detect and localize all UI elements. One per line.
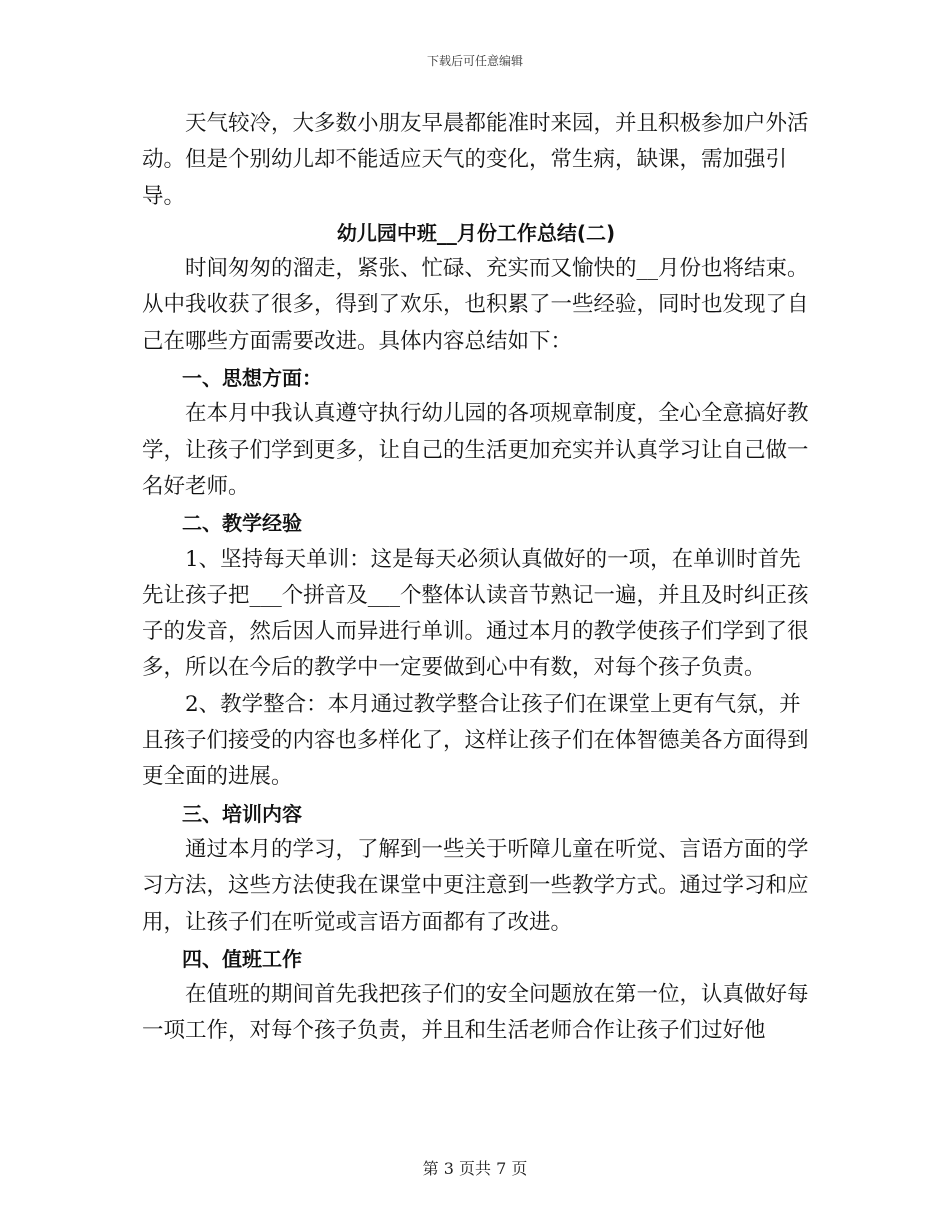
paragraph-training: 通过本月的学习，了解到一些关于听障儿童在听觉、言语方面的学习方法，这些方法使我在课堂中更注意到一些教学方式。通过学习和应用，让孩子们在听觉或言语方面都有了改进。 bbox=[142, 836, 809, 935]
section-heading-thought: 一、思想方面： bbox=[182, 366, 322, 391]
section-heading-duty: 四、值班工作 bbox=[182, 946, 302, 971]
paragraph-weather: 天气较冷，大多数小朋友早晨都能准时来园，并且积极参加户外活动。但是个别幼儿却不能适应天气的变化，常生病，缺课，需加强引导。 bbox=[142, 111, 809, 209]
section-heading-teaching: 二、教学经验 bbox=[182, 511, 302, 536]
paragraph-intro: 时间匆匆的溜走，紧张、忙碌、充实而又愉快的__月份也将结束。从中我收获了很多，得到了欢乐，也积累了一些经验，同时也发现了自己在哪些方面需要改进。具体内容总结如下： bbox=[142, 256, 809, 354]
paragraph-thought: 在本月中我认真遵守执行幼儿园的各项规章制度，全心全意搞好教学，让孩子们学到更多，让自己的生活更加充实并认真学习让自己做一名好老师。 bbox=[142, 401, 809, 499]
paragraph-integration: 2、教学整合：本月通过教学整合让孩子们在课堂上更有气氛，并且孩子们接受的内容也多样化了，这样让孩子们在体智德美各方面得到更全面的进展。 bbox=[142, 691, 809, 790]
paragraph-duty: 在值班的期间首先我把孩子们的安全问题放在第一位，认真做好每一项工作，对每个孩子负责，并且和生活老师合作让孩子们过好他 bbox=[142, 982, 809, 1044]
page-header-note: 下载后可任意编辑 bbox=[426, 54, 523, 68]
page-number-label: 第 3 页共 7 页 bbox=[422, 1159, 528, 1178]
document-body bbox=[142, 106, 810, 1050]
document-title: 幼儿园中班__月份工作总结(二) bbox=[336, 220, 616, 245]
paragraph-daily-training: 1、坚持每天单训：这是每天必须认真做好的一项，在单训时首先先让孩子把___个拼音及___个整体认读音节熟记一遍，并且及时纠正孩子的发音，然后因人而异进行单训。通过本月的教学使孩子们学到了很多，所以在今后的教学中一定要做到心中有数，对每个孩子负责。 bbox=[142, 546, 809, 681]
section-heading-training: 三、培训内容 bbox=[182, 801, 302, 826]
